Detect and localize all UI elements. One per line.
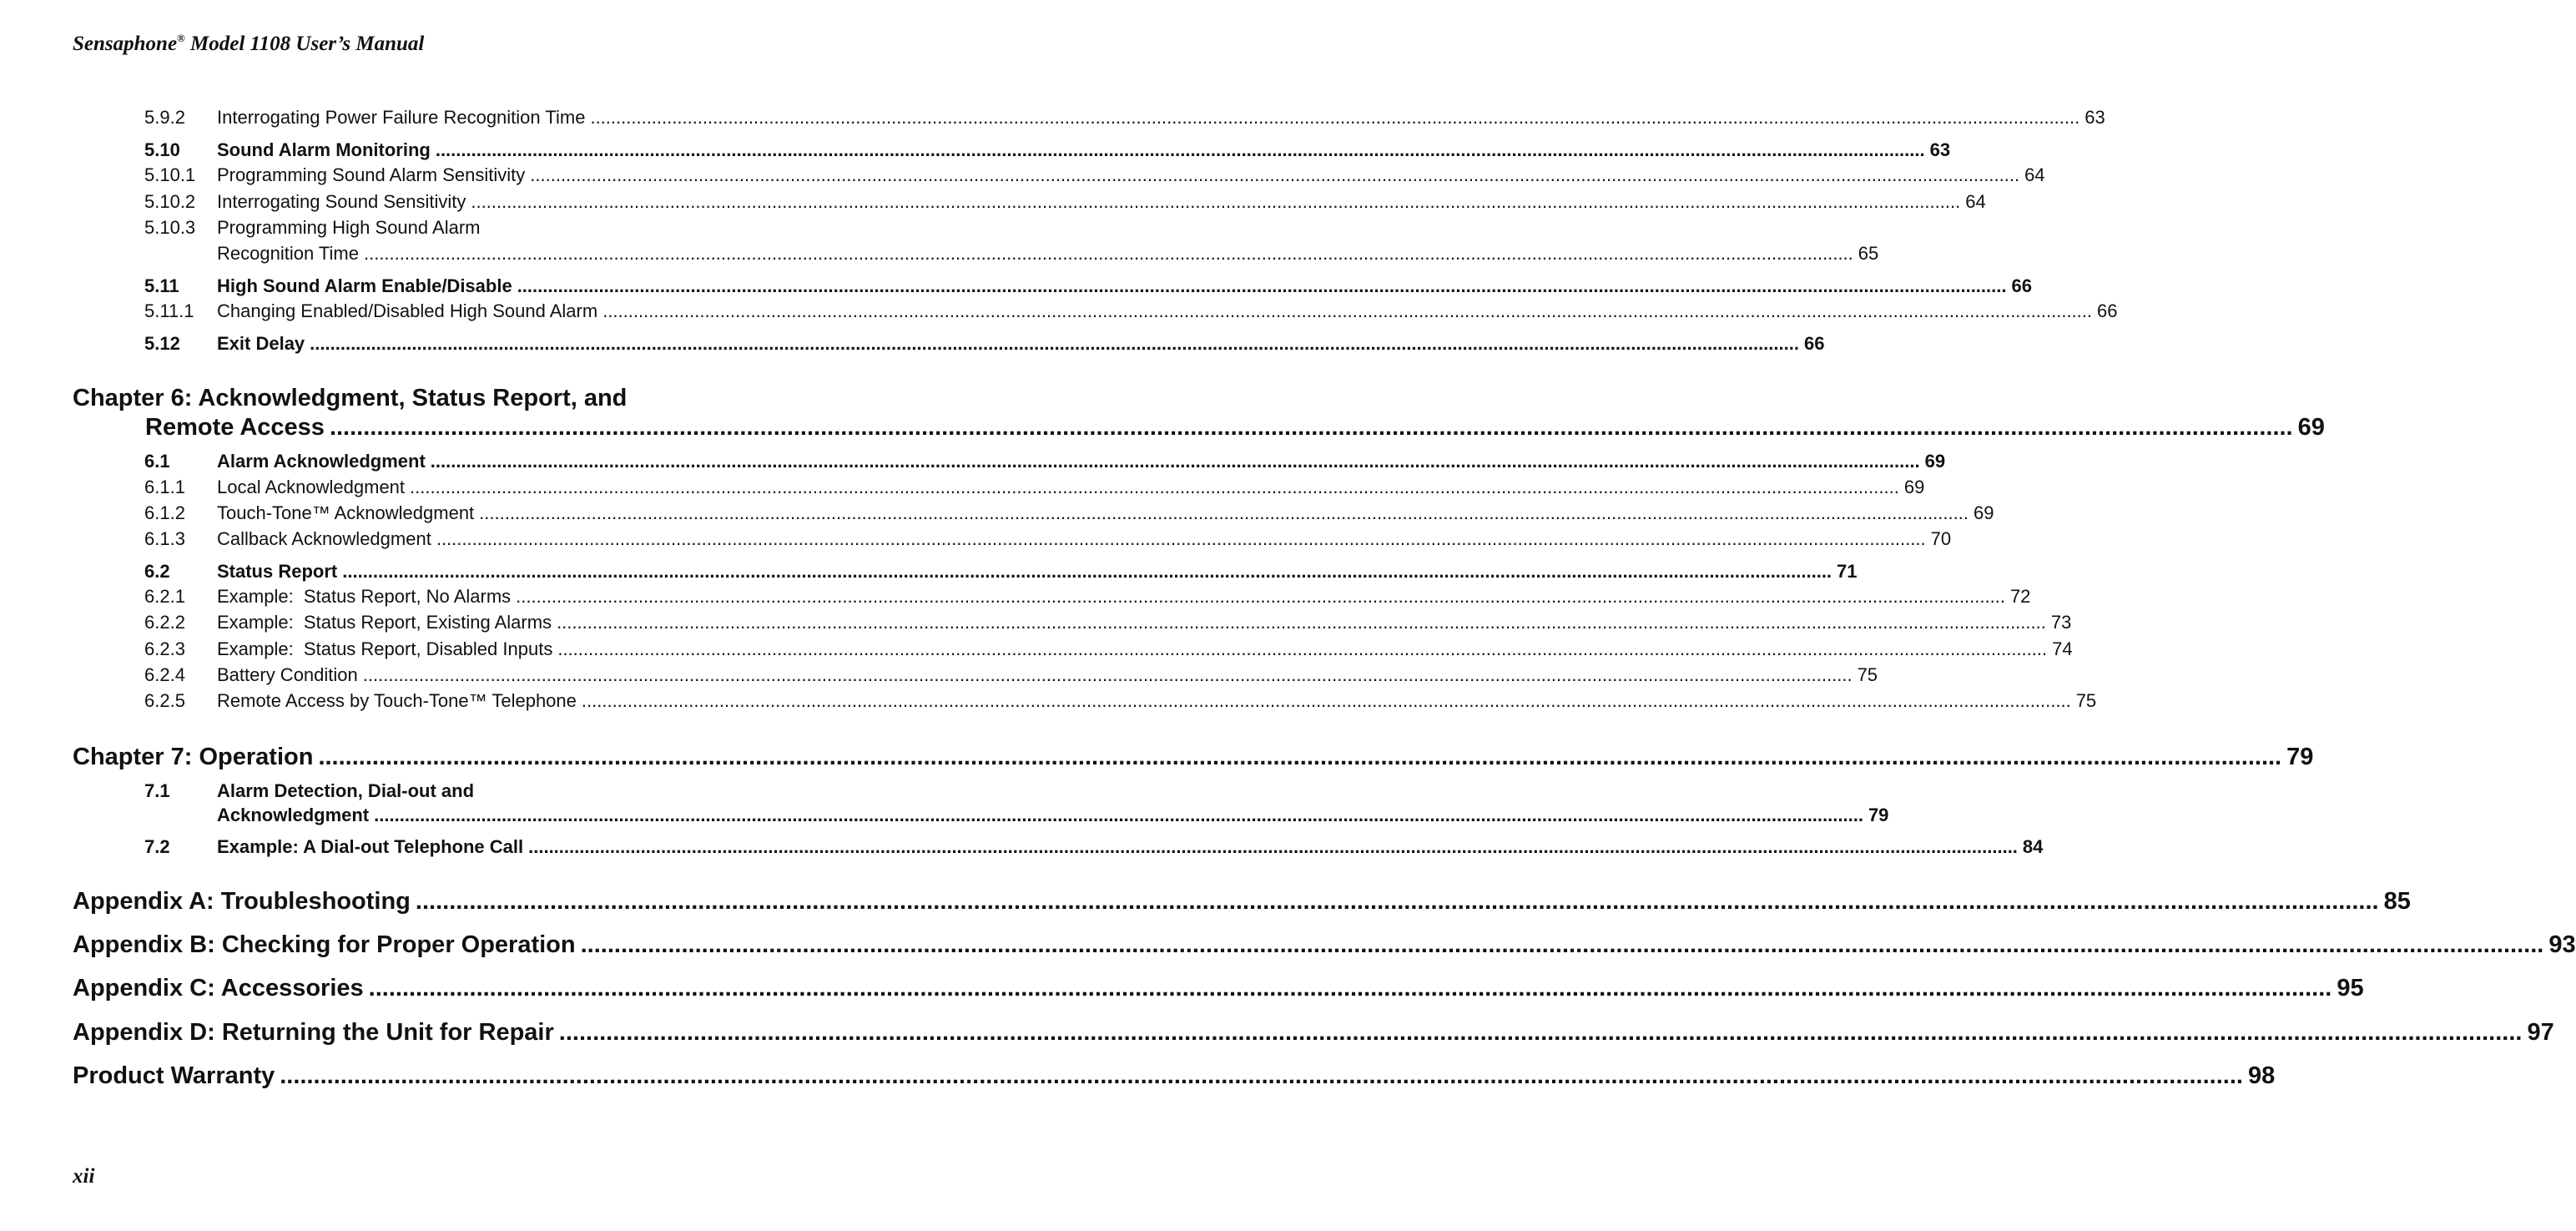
entry-title: Local Acknowledgment xyxy=(217,477,406,497)
entry-title: Sound Alarm Monitoring xyxy=(217,139,431,160)
dot-leader: .................................................................................................................................................................................................................................................................................................... xyxy=(558,1019,2523,1046)
section-number: 7.1 xyxy=(144,780,170,801)
page-ref: 66 xyxy=(2097,300,2118,321)
section-number: 6.2.1 xyxy=(144,586,185,607)
page-ref: 93 xyxy=(2548,931,2576,958)
page-number: xii xyxy=(73,1165,95,1188)
entry-title: Alarm Acknowledgment xyxy=(217,451,426,472)
dot-leader: .................................................................................................................................................................................................................................................................................................... xyxy=(580,931,2544,958)
toc-chapter-6[interactable] xyxy=(73,385,2325,443)
page-ref: 79 xyxy=(1868,805,1889,825)
page-ref: 75 xyxy=(2075,690,2097,711)
toc-entry-5-10-2[interactable] xyxy=(144,191,1986,216)
toc-entry-6-2-1[interactable] xyxy=(144,586,2031,611)
toc-product-warranty[interactable] xyxy=(73,1062,2276,1092)
dot-leader: .................................................................................................................................................................................................................................................................................................... xyxy=(363,243,1853,264)
appendix-title: Appendix B: Checking for Proper Operation xyxy=(73,931,576,958)
page-ref: 69 xyxy=(1903,477,1925,497)
page-ref: 69 xyxy=(1973,502,1994,523)
section-number: 6.2.4 xyxy=(144,664,185,685)
section-number: 5.12 xyxy=(144,333,180,354)
dot-leader: .................................................................................................................................................................................................................................................................................................... xyxy=(329,414,2293,441)
entry-title: Example: Status Report, Disabled Inputs xyxy=(217,638,553,659)
toc-chapter-7[interactable] xyxy=(73,744,2314,774)
entry-title: Example: Status Report, No Alarms xyxy=(217,586,512,607)
section-number: 5.11.1 xyxy=(144,300,194,321)
dot-leader: .................................................................................................................................................................................................................................................................................................... xyxy=(368,975,2332,1001)
page-ref: 79 xyxy=(2286,744,2314,770)
toc-entry-5-11[interactable] xyxy=(144,275,2032,300)
dot-leader: .................................................................................................................................................................................................................................................................................................... xyxy=(557,638,2048,659)
header-brand: Sensaphone xyxy=(73,33,178,55)
toc-entry-5-10-1[interactable] xyxy=(144,164,2045,189)
page-ref: 65 xyxy=(1858,243,1879,264)
toc-entry-6-1-3[interactable] xyxy=(144,528,1952,553)
entry-title: Interrogating Sound Sensitivity xyxy=(217,191,466,212)
toc-entry-7-1[interactable] xyxy=(144,780,1889,825)
dot-leader: .................................................................................................................................................................................................................................................................................................... xyxy=(530,164,2020,185)
dot-leader: .................................................................................................................................................................................................................................................................................................... xyxy=(435,139,1925,160)
dot-leader: .................................................................................................................................................................................................................................................................................................... xyxy=(436,528,1926,549)
page-ref: 74 xyxy=(2052,638,2073,659)
appendix-title: Appendix D: Returning the Unit for Repair xyxy=(73,1019,554,1046)
section-number: 5.11 xyxy=(144,275,179,296)
page-ref: 69 xyxy=(2297,414,2325,441)
dot-leader: .................................................................................................................................................................................................................................................................................................... xyxy=(557,612,2046,633)
section-number: 6.1.3 xyxy=(144,528,185,549)
dot-leader: .................................................................................................................................................................................................................................................................................................... xyxy=(318,744,2282,770)
entry-title-line1: Programming High Sound Alarm xyxy=(217,217,481,238)
entry-title: Exit Delay xyxy=(217,333,305,354)
registered-mark: ® xyxy=(177,32,185,44)
toc-entry-6-2-3[interactable] xyxy=(144,638,2073,663)
section-number: 5.9.2 xyxy=(144,107,185,128)
dot-leader: .................................................................................................................................................................................................................................................................................................... xyxy=(415,888,2379,915)
entry-title: Battery Condition xyxy=(217,664,358,685)
page-ref: 85 xyxy=(2383,888,2411,915)
section-number: 6.1.2 xyxy=(144,502,185,523)
page-ref: 95 xyxy=(2337,975,2364,1001)
entry-title: Callback Acknowledgment xyxy=(217,528,431,549)
entry-title: Recognition Time xyxy=(217,243,359,264)
entry-title-line1: Alarm Detection, Dial-out and xyxy=(217,780,475,801)
chapter-title: Remote Access xyxy=(145,414,325,441)
page-ref: 64 xyxy=(2024,164,2045,185)
toc-entry-6-2-4[interactable] xyxy=(144,664,1878,689)
page-ref: 71 xyxy=(1837,561,1858,582)
page-ref: 73 xyxy=(2050,612,2072,633)
page-ref: 69 xyxy=(1924,451,1946,472)
dot-leader: .................................................................................................................................................................................................................................................................................................... xyxy=(410,477,1899,497)
section-number: 6.2 xyxy=(144,561,170,582)
entry-title: Programming Sound Alarm Sensitivity xyxy=(217,164,526,185)
header-title: Model 1108 User’s Manual xyxy=(184,33,425,55)
appendix-title: Appendix A: Troubleshooting xyxy=(73,888,411,915)
section-number: 5.10.2 xyxy=(144,191,196,212)
section-number: 5.10.1 xyxy=(144,164,196,185)
chapter-title: Chapter 7: Operation xyxy=(73,744,314,770)
dot-leader: .................................................................................................................................................................................................................................................................................................... xyxy=(280,1062,2243,1089)
entry-title: Remote Access by Touch-Tone™ Telephone xyxy=(217,690,577,711)
section-number: 6.2.3 xyxy=(144,638,185,659)
section-number: 6.2.2 xyxy=(144,612,185,633)
page-ref: 63 xyxy=(2084,107,2105,128)
toc-entry-6-1[interactable] xyxy=(144,451,1946,476)
page-ref: 66 xyxy=(1803,333,1825,354)
toc-appendix-b[interactable] xyxy=(73,931,2576,961)
toc-appendix-c[interactable] xyxy=(73,975,2364,1005)
entry-title: Changing Enabled/Disabled High Sound Alarm xyxy=(217,300,598,321)
section-number: 5.10 xyxy=(144,139,180,160)
entry-title: Interrogating Power Failure Recognition Time xyxy=(217,107,586,128)
toc-entry-7-2[interactable] xyxy=(144,836,2044,861)
running-header xyxy=(73,32,424,56)
toc-appendix-a[interactable] xyxy=(73,888,2411,918)
section-number: 6.1 xyxy=(144,451,170,472)
page-ref: 84 xyxy=(2022,836,2044,857)
dot-leader: .................................................................................................................................................................................................................................................................................................... xyxy=(590,107,2080,128)
dot-leader: .................................................................................................................................................................................................................................................................................................... xyxy=(516,586,2005,607)
entry-title: Status Report xyxy=(217,561,338,582)
dot-leader: .................................................................................................................................................................................................................................................................................................... xyxy=(602,300,2092,321)
page-ref: 97 xyxy=(2527,1019,2554,1046)
page-ref: 66 xyxy=(2011,275,2032,296)
chapter-title-line1: Chapter 6: Acknowledgment, Status Report, and xyxy=(73,385,628,411)
appendix-title: Appendix C: Accessories xyxy=(73,975,364,1001)
page-ref: 64 xyxy=(1965,191,1986,212)
dot-leader: .................................................................................................................................................................................................................................................................................................... xyxy=(430,451,1920,472)
entry-title: Acknowledgment xyxy=(217,805,370,825)
page-ref: 72 xyxy=(2009,586,2031,607)
dot-leader: .................................................................................................................................................................................................................................................................................................... xyxy=(479,502,1969,523)
section-number: 6.1.1 xyxy=(144,477,185,497)
entry-title: High Sound Alarm Enable/Disable xyxy=(217,275,512,296)
section-number: 6.2.5 xyxy=(144,690,185,711)
toc-appendix-d[interactable] xyxy=(73,1019,2554,1049)
entry-title: Example: A Dial-out Telephone Call xyxy=(217,836,524,857)
toc-entry-6-2-5[interactable] xyxy=(144,690,2097,715)
dot-leader: .................................................................................................................................................................................................................................................................................................... xyxy=(342,561,1832,582)
toc-entry-6-2[interactable] xyxy=(144,561,1858,586)
toc-entry-5-9-2[interactable] xyxy=(144,107,2105,132)
dot-leader: .................................................................................................................................................................................................................................................................................................... xyxy=(471,191,1961,212)
section-number: 7.2 xyxy=(144,836,170,857)
dot-leader: .................................................................................................................................................................................................................................................................................................... xyxy=(374,805,1863,825)
dot-leader: .................................................................................................................................................................................................................................................................................................... xyxy=(581,690,2071,711)
entry-title: Touch-Tone™ Acknowledgment xyxy=(217,502,475,523)
toc-entry-6-1-1[interactable] xyxy=(144,477,1925,502)
page-ref: 98 xyxy=(2247,1062,2276,1089)
toc-entry-5-12[interactable] xyxy=(144,333,1825,358)
warranty-title: Product Warranty xyxy=(73,1062,275,1089)
dot-leader: .................................................................................................................................................................................................................................................................................................... xyxy=(362,664,1853,685)
page-ref: 70 xyxy=(1930,528,1952,549)
dot-leader: .................................................................................................................................................................................................................................................................................................... xyxy=(310,333,1799,354)
entry-title: Example: Status Report, Existing Alarms xyxy=(217,612,552,633)
toc-entry-5-11-1[interactable] xyxy=(144,300,2118,325)
section-number: 5.10.3 xyxy=(144,217,196,238)
toc-entry-6-2-2[interactable] xyxy=(144,612,2072,637)
toc-entry-6-1-2[interactable] xyxy=(144,502,1994,527)
toc-entry-5-10[interactable] xyxy=(144,139,1951,164)
page-ref: 75 xyxy=(1857,664,1878,685)
dot-leader: .................................................................................................................................................................................................................................................................................................... xyxy=(517,275,2007,296)
toc-entry-5-10-3[interactable] xyxy=(144,217,1879,264)
dot-leader: .................................................................................................................................................................................................................................................................................................... xyxy=(528,836,2018,857)
page-ref: 63 xyxy=(1929,139,1951,160)
